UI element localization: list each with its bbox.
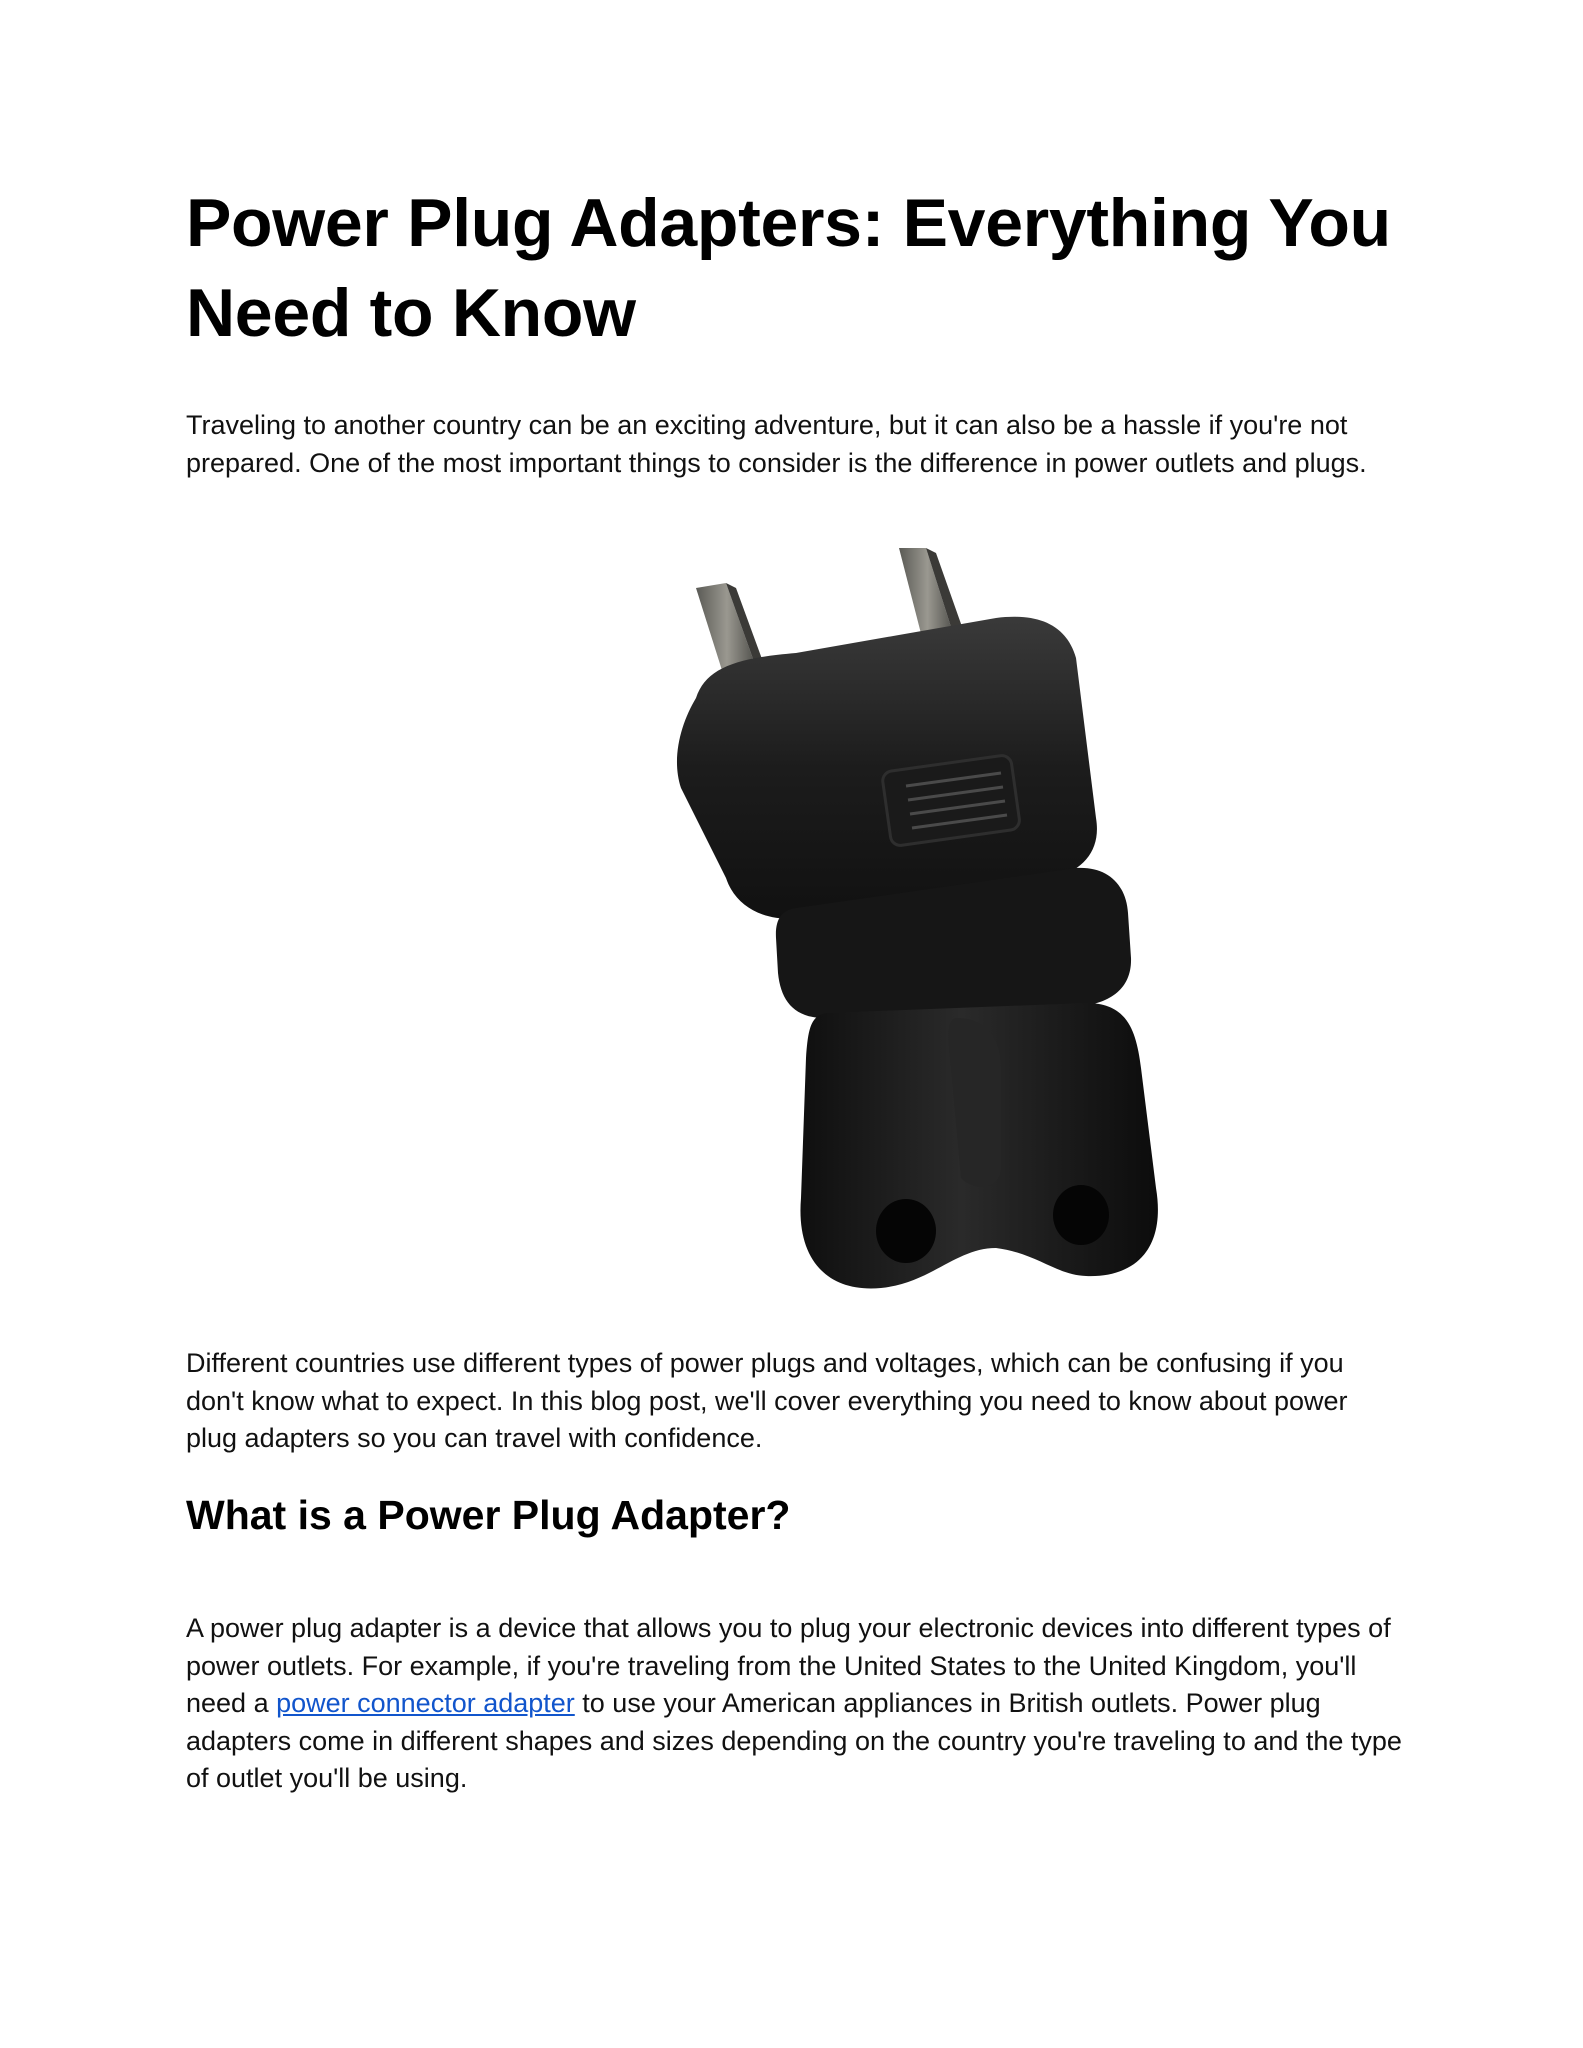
socket-hole-right <box>1053 1185 1109 1245</box>
adapter-head <box>677 617 1097 919</box>
socket-hole-left <box>876 1199 936 1263</box>
section-text-before-link: A power plug adapter is a device that allows you to plug your electronic devices into different types of power outlets. For example, if you're traveling from the United States to the United Kingdom, you'll need a <box>186 1613 1391 1718</box>
section-text-after-link: to use your American appliances in British outlets. Power plug adapters come in different shapes and sizes depending on the country you're traveling to and the type of outlet you'll be using. <box>186 1688 1402 1793</box>
section-heading: What is a Power Plug Adapter? <box>186 1492 791 1538</box>
power-plug-adapter-icon <box>656 548 1296 1318</box>
article-title: Power Plug Adapters: Everything You Need to Know <box>186 185 1391 351</box>
overview-paragraph: Different countries use different types of power plugs and voltages, which can be confusing if you don't know what to expect. In this blog post, we'll cover everything you need to know about power plug adapters so you can travel with confidence. <box>186 1348 1348 1453</box>
adapter-image <box>656 548 1296 1318</box>
section-paragraph <box>186 1610 1406 1798</box>
document-page <box>186 0 1406 2048</box>
intro-paragraph: Traveling to another country can be an exciting adventure, but it can also be a hassle if you're not prepared. One of the most important things to consider is the difference in power outlets and plugs. <box>186 410 1367 478</box>
grip-ridges <box>881 754 1020 846</box>
power-connector-adapter-link[interactable]: power connector adapter <box>276 1688 575 1718</box>
